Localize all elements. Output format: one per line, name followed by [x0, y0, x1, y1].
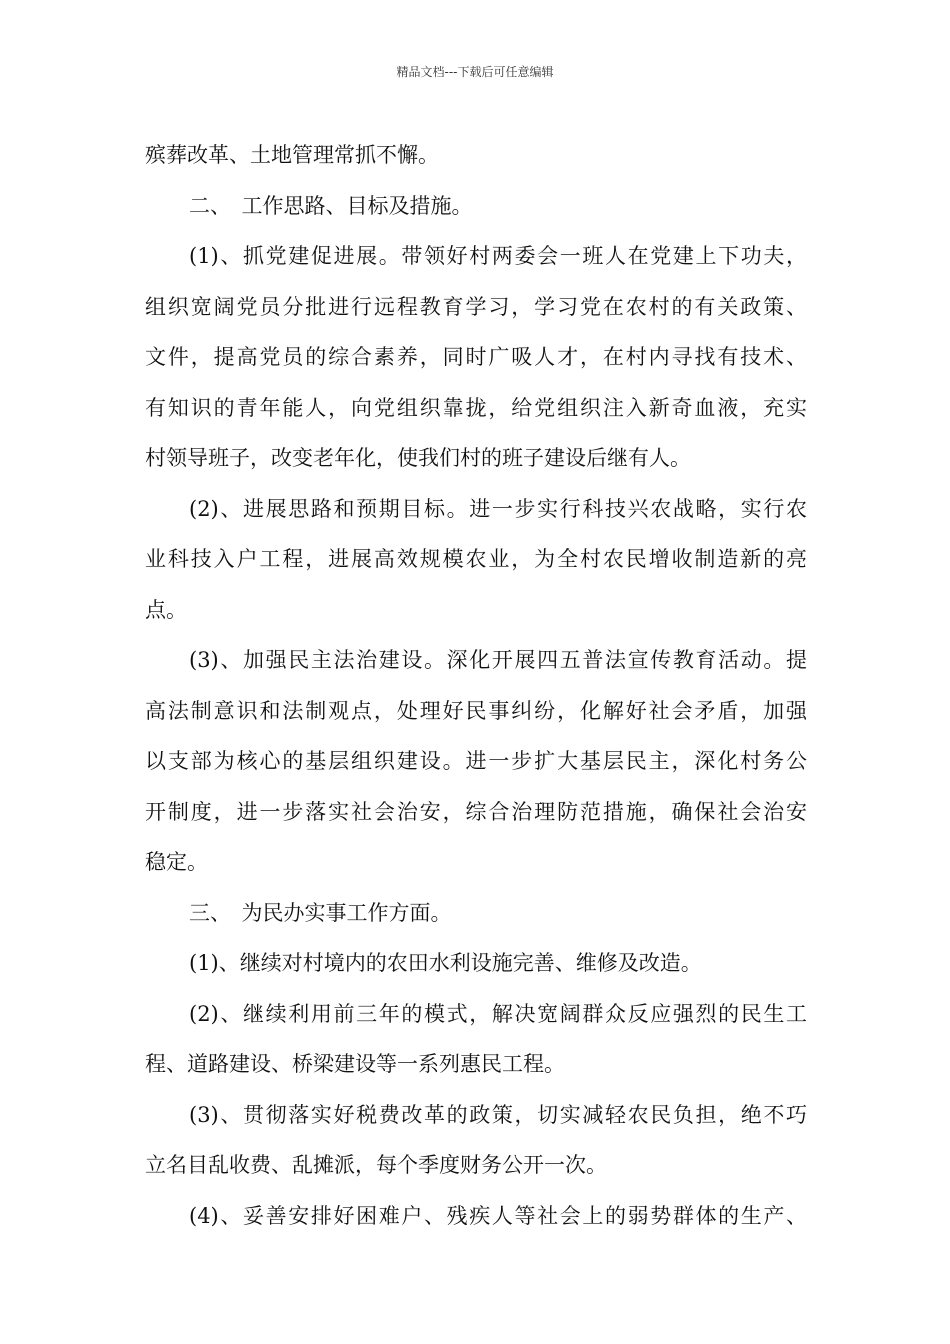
text-line: 程、道路建设、桥梁建设等一系列惠民工程。	[145, 1052, 565, 1076]
text-line: 文件，提高党员的综合素养，同时广吸人才，在村内寻找有技术、	[145, 345, 807, 369]
text-line: 有知识的青年能人，向党组织靠拢，给党组织注入新奇血液，充实	[145, 395, 807, 420]
page-header: 精品文档---下载后可任意编辑	[396, 65, 554, 79]
text-line: (2)、进展思路和预期目标。进一步实行科技兴农战略，实行农	[189, 496, 807, 521]
text-line: (2)、继续利用前三年的模式，解决宽阔群众反应强烈的民生工	[189, 1001, 807, 1026]
text-line: 立名目乱收费、乱摊派，每个季度财务公开一次。	[145, 1153, 607, 1177]
text-line: (1)、抓党建促进展。带领好村两委会一班人在党建上下功夫，	[189, 244, 807, 268]
document-body	[145, 130, 807, 1241]
text-line: (3)、加强民主法治建设。深化开展四五普法宣传教育活动。提	[189, 648, 807, 672]
text-line: 业科技入户工程，进展高效规模农业，为全村农民增收制造新的亮	[145, 547, 807, 571]
text-line: 稳定。	[145, 850, 208, 874]
text-line: (1)、继续对村境内的农田水利设施完善、维修及改造。	[189, 951, 702, 975]
text-line: (4)、妥善安排好困难户、残疾人等社会上的弱势群体的生产、	[189, 1203, 807, 1228]
text-line: (3)、贯彻落实好税费改革的政策，切实减轻农民负担，绝不巧	[189, 1102, 807, 1127]
text-line: 高法制意识和法制观点，处理好民事纠纷，化解好社会矛盾，加强	[145, 698, 807, 723]
text-line: 三、 为民办实事工作方面。	[189, 900, 452, 925]
text-line: 村领导班子，改变老年化，使我们村的班子建设后继有人。	[145, 446, 691, 470]
text-line: 二、 工作思路、目标及措施。	[189, 193, 473, 218]
text-line: 殡葬改革、土地管理常抓不懈。	[145, 143, 439, 167]
text-line: 点。	[145, 597, 187, 622]
text-line: 组织宽阔党员分批进行远程教育学习，学习党在农村的有关政策、	[145, 294, 807, 319]
text-line: 以支部为核心的基层组织建设。进一步扩大基层民主，深化村务公	[145, 749, 807, 773]
text-line: 开制度，进一步落实社会治安，综合治理防范措施，确保社会治安	[145, 799, 807, 824]
